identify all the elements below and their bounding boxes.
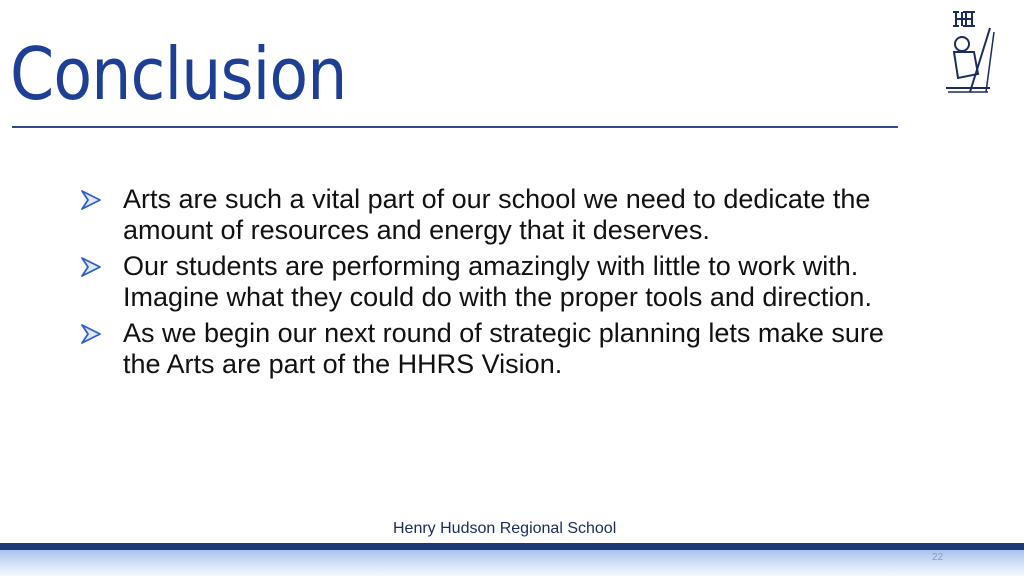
bullet-list <box>80 184 920 385</box>
footer-school-name: Henry Hudson Regional School <box>393 520 617 537</box>
slide-title: Conclusion <box>10 32 347 116</box>
bullet-item <box>80 251 920 313</box>
footer-gradient <box>0 550 1024 576</box>
arrow-bullet-icon <box>80 256 102 278</box>
title-divider <box>12 126 898 128</box>
bullet-text: As we begin our next round of strategic planning lets make sure the Arts are part of the HHRS Vision. <box>123 318 884 379</box>
school-logo <box>940 8 1000 98</box>
arrow-bullet-icon <box>80 323 102 345</box>
bullet-text: Arts are such a vital part of our school we need to dedicate the amount of resources and energy that it deserves. <box>123 184 871 245</box>
arrow-bullet-icon <box>80 189 102 211</box>
bullet-text: Our students are performing amazingly with little to work with. Imagine what they could do with the proper tools and direction. <box>123 251 872 312</box>
bullet-item <box>80 184 920 246</box>
page-number: 22 <box>932 552 944 563</box>
footer-bar <box>0 543 1024 550</box>
bullet-item <box>80 318 920 380</box>
